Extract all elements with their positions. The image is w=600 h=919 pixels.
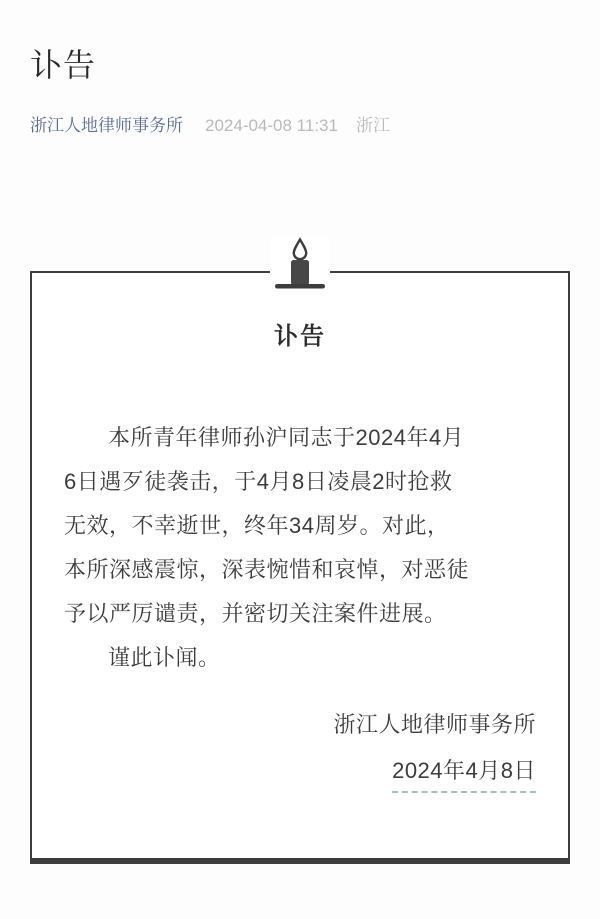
signature-org: 浙江人地律师事务所 — [333, 712, 536, 737]
page-title: 讣告 — [30, 47, 97, 83]
account-name-link[interactable]: 浙江人地律师事务所 — [30, 116, 183, 135]
obituary-body — [64, 416, 536, 680]
obituary-text-line: 无效，不幸逝世，终年34周岁。对此， — [64, 513, 450, 538]
obituary-text-line: 予以严厉谴责，并密切关注案件进展。 — [64, 601, 447, 626]
publish-location: 浙江 — [355, 116, 390, 135]
signature-block — [64, 702, 536, 794]
obituary-heading: 讣告 — [274, 323, 326, 350]
obituary-card — [30, 271, 570, 864]
obituary-text-line: 6日遇歹徒袭击，于4月8日凌晨2时抢救 — [64, 469, 453, 494]
candle-icon — [270, 237, 330, 291]
obituary-text-line: 谨此讣闻。 — [108, 645, 221, 670]
signature-date: 2024年4月8日 — [392, 753, 536, 793]
article-meta — [0, 114, 600, 138]
obituary-text-line: 本所深感震惊，深表惋惜和哀悼，对恶徒 — [64, 557, 470, 582]
publish-timestamp: 2024-04-08 11:31 — [205, 116, 338, 135]
obituary-text-line: 本所青年律师孙沪同志于2024年4月 — [108, 425, 465, 450]
